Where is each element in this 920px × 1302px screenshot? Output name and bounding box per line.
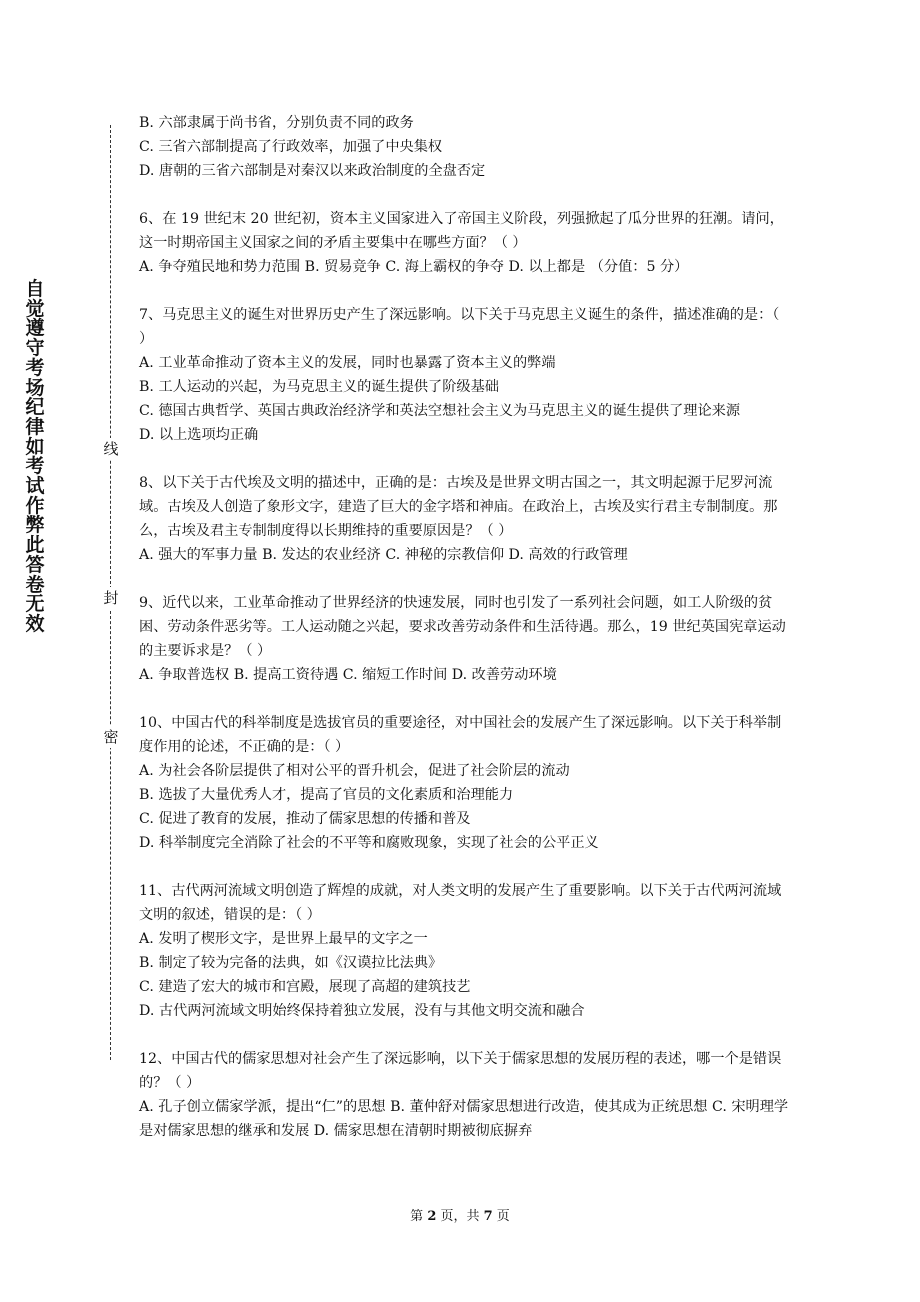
binding-label-seal: 封: [101, 587, 121, 609]
footer-total-pages: 7: [483, 1209, 493, 1224]
option-line: D. 唐朝的三省六部制是对秦汉以来政治制度的全盘否定: [139, 163, 486, 179]
option-line: D. 以上选项均正确: [139, 427, 259, 443]
binding-label-secret: 密: [101, 726, 121, 748]
question-stem: 6、在 19 世纪末 20 世纪初，资本主义国家进入了帝国主义阶段，列强掀起了瓜分世界的狂潮。请问，这一时期帝国主义国家之间的矛盾主要集中在哪些方面？（ ）: [139, 211, 784, 251]
question-stem: 10、中国古代的科举制度是选拔官员的重要途径，对中国社会的发展产生了深远影响。以下关于科举制度作用的论述，不正确的是：（ ）: [139, 715, 782, 755]
question-content: [139, 111, 789, 1143]
option-line: B. 制定了较为完备的法典，如《汉谟拉比法典》: [139, 955, 443, 971]
footer-page-number: 2: [427, 1209, 437, 1224]
footer-suffix: 页: [492, 1209, 510, 1224]
exam-discipline-warning: 自觉遵守考场纪律如考试作弊此答卷无效: [25, 278, 45, 635]
option-line: A. 争取普选权 B. 提高工资待遇 C. 缩短工作时间 D. 改善劳动环境: [139, 667, 557, 683]
question-stem: 8、以下关于古代埃及文明的描述中，正确的是：古埃及是世界文明古国之一，其文明起源于尼罗河流域。古埃及人创造了象形文字，建造了巨大的金字塔和神庙。在政治上，古埃及实行君主专制制度。那么，古埃及君主专制制度得以长期维持的重要原因是？（ ）: [139, 475, 778, 539]
option-line: B. 选拔了大量优秀人才，提高了官员的文化素质和治理能力: [139, 787, 514, 803]
question-stem: 12、中国古代的儒家思想对社会产生了深远影响，以下关于儒家思想的发展历程的表述，哪一个是错误的？（ ）: [139, 1051, 782, 1091]
option-line: C. 三省六部制提高了行政效率，加强了中央集权: [139, 139, 443, 155]
question-6: [139, 207, 789, 279]
question-stem: 11、古代两河流域文明创造了辉煌的成就，对人类文明的发展产生了重要影响。以下关于古代两河流域文明的叙述，错误的是：（ ）: [139, 883, 782, 923]
option-line: B. 工人运动的兴起，为马克思主义的诞生提供了阶级基础: [139, 379, 499, 395]
option-line: A. 发明了楔形文字，是世界上最早的文字之一: [139, 931, 428, 947]
question-12: [139, 1047, 789, 1143]
option-line: A. 工业革命推动了资本主义的发展，同时也暴露了资本主义的弊端: [139, 355, 556, 371]
footer-middle: 页，共: [436, 1209, 484, 1224]
question-8: [139, 471, 789, 567]
option-line: D. 科举制度完全消除了社会的不平等和腐败现象，实现了社会的公平正义: [139, 835, 599, 851]
footer-prefix: 第: [410, 1209, 428, 1224]
option-line: A. 强大的军事力量 B. 发达的农业经济 C. 神秘的宗教信仰 D. 高效的行政管理: [139, 547, 628, 563]
option-line: A. 为社会各阶层提供了相对公平的晋升机会，促进了社会阶层的流动: [139, 763, 570, 779]
question-7: [139, 303, 789, 447]
question-stem: 7、马克思主义的诞生对世界历史产生了深远影响。以下关于马克思主义诞生的条件，描述准确的是：（ ）: [139, 307, 780, 347]
question-5-options-continued: [139, 111, 789, 183]
binding-label-line: 线: [101, 438, 121, 460]
option-line: D. 古代两河流域文明始终保持着独立发展，没有与其他文明交流和融合: [139, 1003, 585, 1019]
question-10: [139, 711, 789, 855]
option-line: A. 争夺殖民地和势力范围 B. 贸易竞争 C. 海上霸权的争夺 D. 以上都是 （分值：5 分）: [139, 259, 689, 275]
option-line: C. 建造了宏大的城市和宫殿，展现了高超的建筑技艺: [139, 979, 471, 995]
option-line: C. 促进了教育的发展，推动了儒家思想的传播和普及: [139, 811, 471, 827]
question-9: [139, 591, 789, 687]
question-11: [139, 879, 789, 1023]
question-stem: 9、近代以来，工业革命推动了世界经济的快速发展，同时也引发了一系列社会问题，如工人阶级的贫困、劳动条件恶劣等。工人运动随之兴起，要求改善劳动条件和生活待遇。那么，19 世纪英国宪章运动的主要诉求是？（ ）: [139, 595, 786, 659]
option-line: A. 孔子创立儒家学派，提出“仁”的思想 B. 董仲舒对儒家思想进行改造，使其成为正统思想 C. 宋明理学是对儒家思想的继承和发展 D. 儒家思想在清朝时期被彻底摒弃: [139, 1099, 789, 1139]
option-line: C. 德国古典哲学、英国古典政治经济学和英法空想社会主义为马克思主义的诞生提供了理论来源: [139, 403, 741, 419]
option-line: B. 六部隶属于尚书省，分别负责不同的政务: [139, 115, 414, 131]
page-footer: [0, 1205, 920, 1224]
